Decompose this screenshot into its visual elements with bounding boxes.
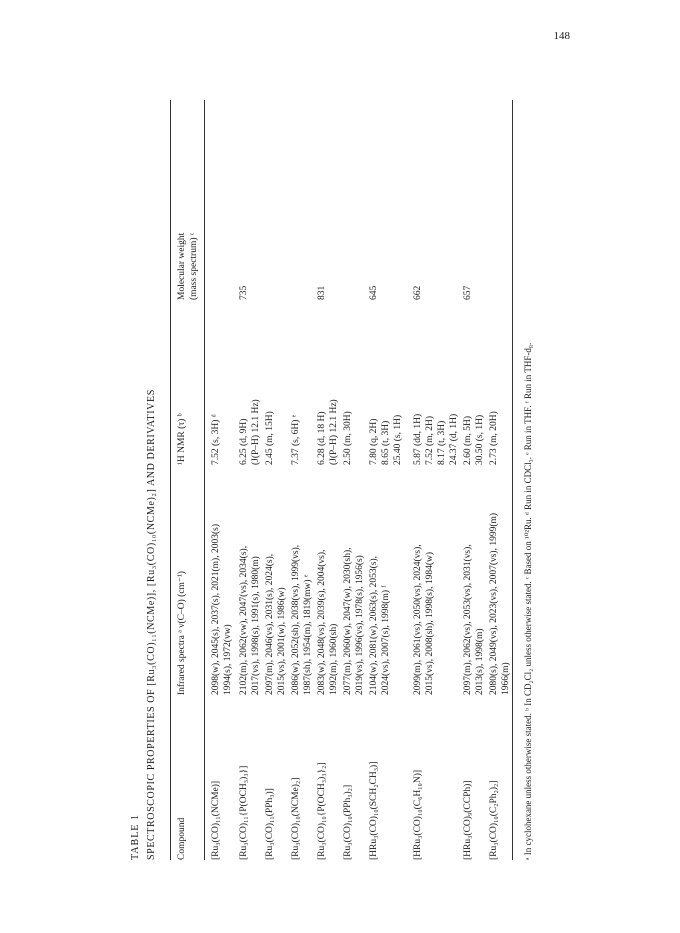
compound-cell: [HRu₃(CO)₁₀(C₆H₁₀N)] <box>413 769 423 860</box>
ir-cell: 2099(m), 2061(vs), 2050(vs), 2024(vs), 2015(vs), 2008(sh), 1998(s), 1984(w) <box>413 544 435 695</box>
compound-cell: [Ru₃(CO)₁₀(C₂Ph₂)₂] <box>489 780 499 860</box>
ir-cell: 2077(m), 2060(w), 2047(w), 2030(sh), 2019(vs), 1996(vs), 1978(s), 1956(s) <box>343 547 365 695</box>
nmr-cell: 5.87 (dd, 1H) 7.52 (m, 2H) 8.17 (t, 3H) 24.37 (d, 1H) <box>413 413 459 465</box>
ir-cell: 2104(w), 2081(w), 2063(s), 2053(s), 2024(vs), 2007(s), 1998(m) ᶠ <box>369 555 391 695</box>
nmr-cell: 2.50 (m, 30H) <box>343 411 353 465</box>
compound-cell: [HRu₃(CO)₉(CCPh)] <box>463 780 473 860</box>
mw-cell: 662 <box>413 285 423 300</box>
nmr-cell: 2.60 (m, 5H) 30.50 (s, 1H) <box>463 414 485 465</box>
ir-cell: 2086(w), 2052(sh), 2038(vs), 1999(vs), 1987(sh), 1954(m), 1819(mw) ᵉ <box>291 544 313 695</box>
mw-cell: 645 <box>369 285 379 300</box>
header-infrared: Infrared spectra ᵃ ν(C–O) (cm⁻¹) <box>177 571 187 695</box>
nmr-cell: 7.37 (s, 6H) ᵉ <box>291 414 301 465</box>
table-top-rule <box>170 100 171 860</box>
ir-cell: 2080(s), 2049(vs), 2023(vs), 2007(vs), 1999(m) 1966(m) <box>489 512 511 695</box>
compound-cell: [Ru₃(CO)₁₁(PPh₃)] <box>265 788 275 860</box>
table-row <box>412 100 459 860</box>
table-footnote: ᵃ In cyclohexane unless otherwise stated. ᵇ In CD₂Cl₂ unless otherwise stated. ᶜ Based on ¹⁰²Ru. ᵈ Run in CDCl₃. ᵉ Run in THF. ᶠ Run in THF-d₈. <box>523 342 533 860</box>
table-row <box>368 100 403 860</box>
table-bottom-rule <box>512 100 513 860</box>
nmr-cell: 6.28 (d, 18 H) (J(P–H) 12.1 Hz) <box>317 399 339 465</box>
header-compound: Compound <box>177 817 187 860</box>
mw-cell: 735 <box>239 285 249 300</box>
ir-cell: 2097(m), 2062(vs), 2053(vs), 2031(vs), 2013(s), 1998(m) <box>463 544 485 695</box>
compound-cell: [Ru₃(CO)₁₁(NCMe)] <box>211 780 221 860</box>
header-molecular-weight: Molecular weight (mass spectrum) ᶜ <box>177 232 199 300</box>
rotated-table-block <box>130 100 550 860</box>
ir-cell: 2097(m), 2046(vs), 2031(s), 2024(s), 2015(vs), 2001(w), 1986(w) <box>265 553 287 695</box>
ir-cell: 2083(w), 2048(vs), 2039(s), 2004(vs), 1992(m), 1960(sh) <box>317 549 339 695</box>
table-header-rule <box>204 100 205 860</box>
compound-cell: [HRu₃(CO)₁₀(SCH₂CH₃)] <box>369 761 379 860</box>
table-row <box>210 100 240 860</box>
page-number: 148 <box>553 30 570 42</box>
compound-cell: [Ru₃(CO)₁₀(NCMe)₂] <box>291 777 301 860</box>
nmr-cell: 7.52 (s, 3H) ᵈ <box>211 414 221 465</box>
table-label: TABLE 1 <box>130 814 141 860</box>
compound-cell: [Ru₃(CO)₁₁{P(OCH₃)₃}] <box>239 765 249 860</box>
header-nmr: ¹H NMR (τ) ᵇ <box>177 413 187 465</box>
compound-cell: [Ru₃(CO)₁₀{P(OCH₃)₃}₂] <box>317 762 327 860</box>
ir-cell: 2102(m), 2062(vw), 2047(vs), 2034(s), 2017(vs), 1998(s), 1991(s), 1980(m) <box>239 545 261 695</box>
mw-cell: 831 <box>317 285 327 300</box>
nmr-cell: 7.80 (q, 2H) 8.65 (t, 3H) 25.40 (s, 1H) <box>369 414 403 465</box>
nmr-cell: 2.73 (m, 20H) <box>489 411 499 465</box>
table-title: SPECTROSCOPIC PROPERTIES OF [Ru₃(CO)₁₁(NCMe)], [Ru₃(CO)₁₀(NCMe)₂] AND DERIVATIVES <box>146 389 157 860</box>
nmr-cell: 2.45 (m, 15H) <box>265 411 275 465</box>
table-row <box>488 100 518 860</box>
compound-cell: [Ru₃(CO)₁₀(PPh₃)₂] <box>343 784 353 860</box>
ir-cell: 2098(w), 2045(s), 2037(s), 2021(m), 2003(s) 1994(s), 1972(vw) <box>211 524 233 695</box>
nmr-cell: 6.25 (d, 9H) (J(P–H) 12.1 Hz) <box>239 399 261 465</box>
mw-cell: 657 <box>463 285 473 300</box>
